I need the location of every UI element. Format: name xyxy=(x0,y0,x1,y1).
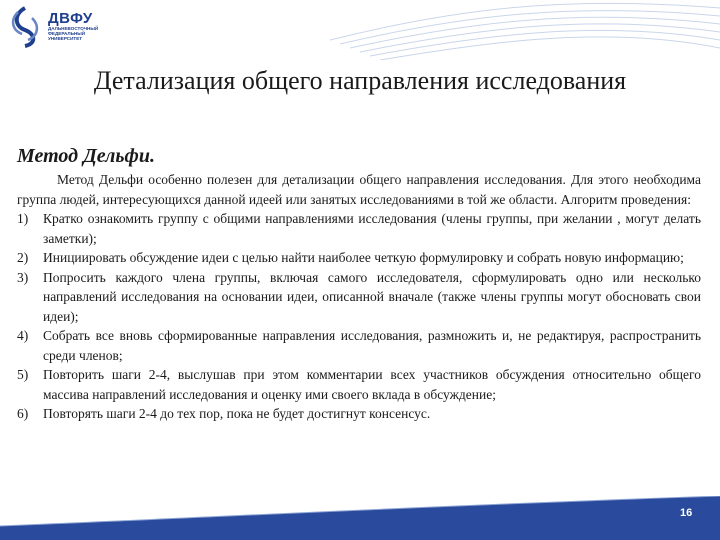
list-item xyxy=(17,209,701,248)
list-item xyxy=(17,365,701,404)
footer-band xyxy=(0,496,720,540)
list-item xyxy=(17,248,701,268)
page-number: 16 xyxy=(680,507,693,519)
list-item-number: 6) xyxy=(17,406,29,421)
body-text xyxy=(17,170,701,424)
method-heading: Метод Дельфи. xyxy=(17,145,155,167)
logo-abbreviation: ДВФУ xyxy=(48,10,93,27)
list-item-text: Повторять шаги 2-4 до тех пор, пока не будет достигнут консенсус. xyxy=(43,406,431,421)
intro-paragraph: Метод Дельфи особенно полезен для детализации общего направления исследования. Для этого необходима группа людей, интересующихся данной идеей или занятых исследованиями в той же области. Алгоритм проведения: xyxy=(17,172,701,207)
list-item-text: Попросить каждого члена группы, включая самого исследователя, сформулировать одно или несколько направлений исследования на основании идеи, описанной вначале (также члены группы могут обосновать свои идеи); xyxy=(43,269,701,324)
list-item-number: 4) xyxy=(17,328,29,343)
logo-emblem-icon xyxy=(8,4,42,48)
list-item xyxy=(17,326,701,365)
steps-list xyxy=(17,209,701,424)
list-item xyxy=(17,404,701,424)
list-item-number: 5) xyxy=(17,367,29,382)
list-item xyxy=(17,268,701,327)
list-item-number: 1) xyxy=(17,211,29,226)
list-item-text: Собрать все вновь сформированные направления исследования, размножить и, не редактируя, распространить среди членов; xyxy=(43,328,701,363)
list-item-number: 2) xyxy=(17,250,29,265)
university-logo xyxy=(8,4,120,50)
logo-subtitle: ДАЛЬНЕВОСТОЧНЫЙ ФЕДЕРАЛЬНЫЙ УНИВЕРСИТЕТ xyxy=(48,26,99,41)
page-title: Детализация общего направления исследования xyxy=(93,66,627,95)
list-item-number: 3) xyxy=(17,269,29,285)
list-item-text: Повторить шаги 2-4, выслушав при этом комментарии всех участников обсуждения относительно общего массива направлений исследования и оценку ими своего вклада в обсуждение; xyxy=(43,367,701,402)
list-item-text: Кратко ознакомить группу с общими направлениями исследования (члены группы, при желании , могут делать заметки); xyxy=(43,211,701,246)
list-item-text: Инициировать обсуждение идеи с целью найти наиболее четкую формулировку и собрать новую информацию; xyxy=(43,250,684,265)
